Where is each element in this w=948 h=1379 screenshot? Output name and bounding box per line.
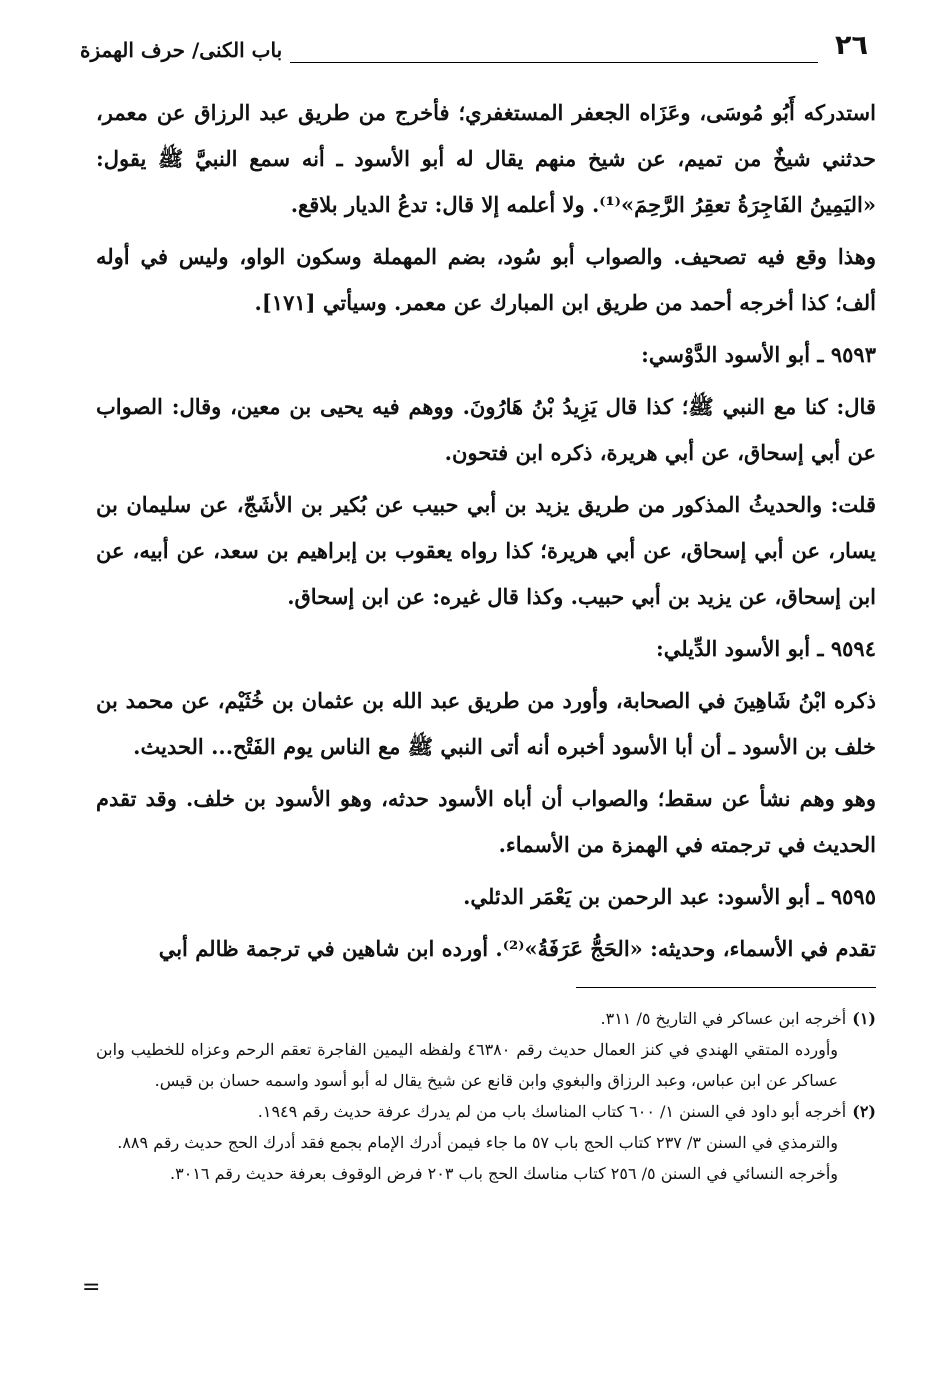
page-number: ٢٦: [835, 30, 868, 61]
paragraph: قلت: والحديثُ المذكور من طريق يزيد بن أبي حبيب عن بُكير بن الأشَجّ، عن سليمان بن يسار، عن أبي إسحاق، عن أبي هريرة؛ كذا رواه يعقوب بن إبراهيم بن سعد، عن أبيه، عن ابن إسحاق، عن يزيد بن أبي حبيب. وكذا قال غيره: عن ابن إسحاق.: [96, 492, 876, 609]
running-title: باب الكنى/ حرف الهمزة: [80, 38, 283, 62]
footnote-text: أخرجه ابن عساكر في التاريخ ٥/ ٣١١.: [600, 1009, 847, 1028]
footnote-number: (٢): [852, 1102, 876, 1121]
paragraph: تقدم في الأسماء، وحديثه: «الحَجُّ عَرَفَةُ»⁽²⁾. أورده ابن شاهين في ترجمة ظالم أبي: [158, 936, 876, 961]
footnote-rule: [576, 987, 876, 988]
entry-heading: ٩٥٩٥ ـ أبو الأسود: عبد الرحمن بن يَعْمَر الدئلي.: [463, 884, 876, 909]
main-text: [96, 90, 876, 978]
entry-heading: ٩٥٩٣ ـ أبو الأسود الدَّوْسي:: [641, 342, 876, 367]
paragraph: وهو وهم نشأ عن سقط؛ والصواب أن أباه الأسود حدثه، وهو الأسود بن خلف. وقد تقدم الحديث في ترجمته في الهمزة من الأسماء.: [96, 786, 876, 857]
page-header: [80, 28, 868, 68]
header-rule: [290, 62, 818, 63]
paragraph: ذكره ابْنُ شَاهِينَ في الصحابة، وأورد من طريق عبد الله بن عثمان بن خُثَيْم، عن محمد بن خلف بن الأسود ـ أن أبا الأسود أخبره أنه أتى النبي ﷺ مع الناس يوم الفَتْح... الحديث.: [96, 688, 876, 759]
paragraph: استدركه أَبُو مُوسَى، وعَزَاه الجعفر المستغفري؛ فأخرج من طريق عبد الرزاق عن معمر، حدثني شيخٌ من تميم، عن شيخ منهم يقال له أبو الأسود ـ أنه سمع النبيَّ ﷺ يقول: «اليَمِينُ الفَاجِرَةُ تعقِرُ الرَّحِمَ»⁽¹⁾. ولا أعلمه إلا قال: تدعُ الديار بلاقع.: [96, 100, 876, 217]
footnote-number: (١): [852, 1009, 876, 1028]
footnote-continuation: وأورده المتقي الهندي في كنز العمال حديث رقم ٤٦٣٨٠ ولفظه اليمين الفاجرة تعقم الرحم وعزاه للخطيب وابن عساكر عن ابن عباس، وعبد الرزاق والبغوي وابن قانع عن شيخ يقال له أبو أسود واسمه حسان بن قيس.: [96, 1040, 838, 1090]
footnotes: [96, 1003, 876, 1189]
footnote-continuation: وأخرجه النسائي في السنن ٥/ ٢٥٦ كتاب مناسك الحج باب ٢٠٣ فرض الوقوف بعرفة حديث رقم ٣٠١٦.: [170, 1164, 838, 1183]
paragraph: وهذا وقع فيه تصحيف. والصواب أبو سُود، بضم المهملة وسكون الواو، وليس في أوله ألف؛ كذا أخرجه أحمد من طريق ابن المبارك عن معمر. وسيأتي [١٧١].: [96, 244, 876, 315]
footnote: [96, 1096, 876, 1127]
entry-heading: ٩٥٩٤ ـ أبو الأسود الدِّيلي:: [656, 636, 876, 661]
paragraph: قال: كنا مع النبي ﷺ؛ كذا قال يَزِيدُ بْنُ هَارُونَ. ووهم فيه يحيى بن معين، وقال: الصواب عن أبي إسحاق، عن أبي هريرة، ذكره ابن فتحون.: [96, 394, 876, 465]
footnote-continuation: والترمذي في السنن ٣/ ٢٣٧ كتاب الحج باب ٥٧ ما جاء فيمن أدرك الإمام بجمع فقد أدرك الحج حديث رقم ٨٨٩.: [117, 1133, 838, 1152]
footnote-text: أخرجه أبو داود في السنن ١/ ٦٠٠ كتاب المناسك باب من لم يدرك عرفة حديث رقم ١٩٤٩.: [257, 1102, 847, 1121]
footnote: [96, 1003, 876, 1034]
continuation-mark: =: [82, 1275, 101, 1300]
